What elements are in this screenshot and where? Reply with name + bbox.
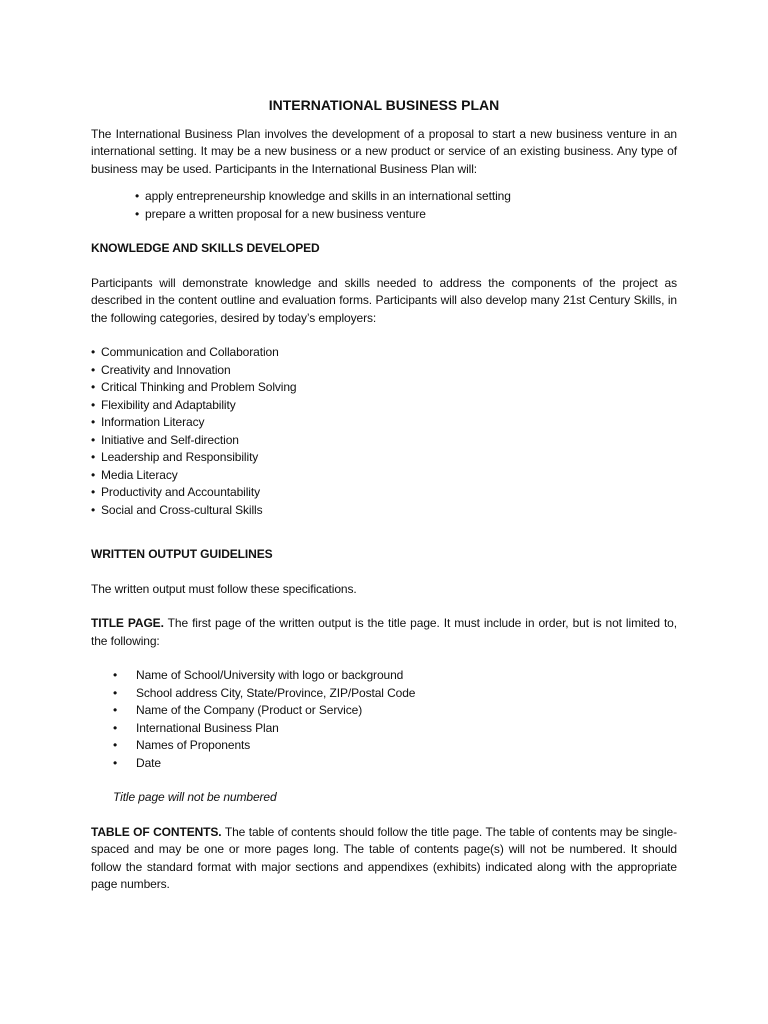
toc-label: TABLE OF CONTENTS. [91, 824, 222, 839]
intro-bullet-list [135, 188, 677, 223]
title-page-text: The first page of the written output is the title page. It must include in order, but is not limited to, the following: [91, 616, 677, 648]
list-item: • Communication and Collaboration [91, 344, 677, 362]
list-item: • Information Literacy [91, 414, 677, 432]
list-item: • Flexibility and Adaptability [91, 397, 677, 415]
skills-list [91, 344, 677, 519]
list-item: • Name of the Company (Product or Service) [113, 702, 677, 720]
written-output-heading: WRITTEN OUTPUT GUIDELINES [91, 547, 273, 561]
list-item: • School address City, State/Province, ZIP/Postal Code [113, 685, 677, 703]
title-page-label: TITLE PAGE. [91, 616, 164, 630]
list-item: • Social and Cross-cultural Skills [91, 502, 677, 520]
list-item: • International Business Plan [113, 720, 677, 738]
title-page-item-list [113, 667, 677, 772]
list-item: • Media Literacy [91, 467, 677, 485]
list-item: • Names of Proponents [113, 737, 677, 755]
list-item: • Leadership and Responsibility [91, 449, 677, 467]
list-item: • Name of School/University with logo or background [113, 667, 677, 685]
list-item: • prepare a written proposal for a new business venture [135, 206, 677, 224]
list-item: • Date [113, 755, 677, 773]
title-page-note: Title page will not be numbered [113, 790, 277, 804]
written-output-paragraph: The written output must follow these specifications. [91, 581, 357, 596]
list-item: • Critical Thinking and Problem Solving [91, 379, 677, 397]
list-item: • apply entrepreneurship knowledge and skills in an international setting [135, 188, 677, 206]
list-item: • Creativity and Innovation [91, 362, 677, 380]
toc-paragraph [91, 824, 677, 894]
document-page [91, 97, 677, 894]
intro-paragraph: The International Business Plan involves the development of a proposal to start a new business venture in an international setting. It may be a new business or a new product or service of an existing business. Any type of business may be used. Participants in the International Business Plan will: [91, 126, 677, 176]
toc-text: The table of contents should follow the title page. The table of contents may be single-spaced and may be one or more pages long. The table of contents page(s) will not be numbered. It should follow the standard format with major sections and appendixes (exhibits) indicated along with the appropriate page numbers. [91, 824, 677, 891]
list-item: • Productivity and Accountability [91, 484, 677, 502]
knowledge-heading: KNOWLEDGE AND SKILLS DEVELOPED [91, 241, 320, 255]
document-title: INTERNATIONAL BUSINESS PLAN [268, 97, 500, 113]
knowledge-paragraph: Participants will demonstrate knowledge and skills needed to address the components of the project as described in the content outline and evaluation forms. Participants will also develop many 21st Century Skills, in the following categories, desired by today’s employers: [91, 275, 677, 325]
list-item: • Initiative and Self-direction [91, 432, 677, 450]
title-page-paragraph [91, 615, 677, 650]
